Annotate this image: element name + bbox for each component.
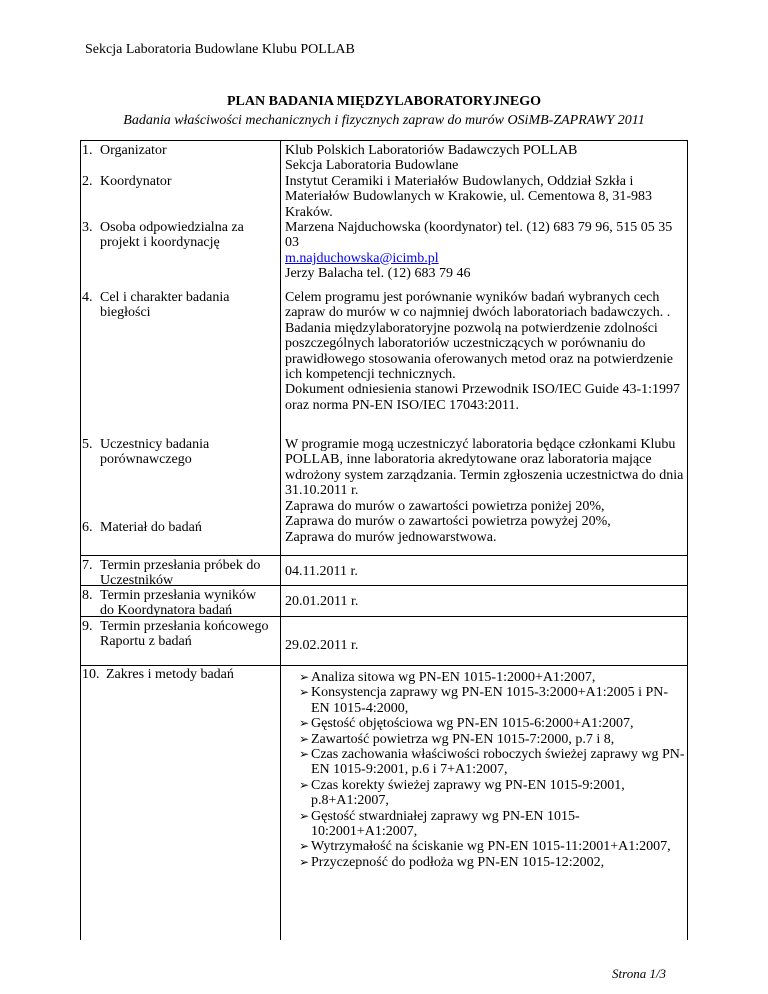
list-item: ➢ Zawartość powietrza wg PN-EN 1015-7:2000, p.7 i 8,	[285, 732, 685, 747]
list-item: ➢ Czas zachowania właściwości roboczych świeżej zaprawy wg PN-EN 1015-9:2001, p.6 i 7+A1:2007,	[285, 747, 685, 778]
plan-table	[80, 140, 688, 940]
arrow-bullet-icon: ➢	[299, 731, 310, 746]
table-border-right	[687, 140, 688, 940]
samples-date-value: 04.11.2011 r.	[285, 564, 358, 579]
report-date-value: 29.02.2011 r.	[285, 638, 359, 653]
row-label-material: 6. Materiał do badań	[82, 520, 202, 535]
table-border-middle	[280, 140, 281, 940]
row-label-report-date: 9. Termin przesłania końcowego Raportu z badań	[82, 619, 269, 650]
arrow-bullet-icon: ➢	[299, 839, 310, 854]
organizer-value: Klub Polskich Laboratoriów Badawczych POLLAB Sekcja Laboratoria Budowlane	[285, 143, 578, 174]
row-label-purpose: 4. Cel i charakter badania biegłości	[82, 290, 230, 321]
arrow-bullet-icon: ➢	[299, 716, 310, 731]
arrow-bullet-icon: ➢	[299, 670, 310, 684]
contact-email-link[interactable]: m.najduchowska@icimb.pl	[285, 250, 439, 266]
list-item: ➢ Analiza sitowa wg PN-EN 1015-1:2000+A1:2007,	[285, 670, 685, 685]
contact-value: Marzena Najduchowska (koordynator) tel. (12) 683 79 96, 515 05 35 03 m.najduchowska@icimb.pl Jerzy Balacha tel. (12) 683 79 46	[285, 220, 673, 282]
list-item: ➢ Konsystencja zaprawy wg PN-EN 1015-3:2000+A1:2005 i PN-EN 1015-4:2000,	[285, 685, 685, 716]
table-border-left	[80, 140, 81, 940]
page-subtitle: Badania właściwości mechanicznych i fizycznych zapraw do murów OSiMB-ZAPRAWY 2011	[123, 113, 645, 128]
row-divider	[80, 665, 688, 666]
arrow-bullet-icon: ➢	[299, 808, 310, 823]
material-value: Zaprawa do murów o zawartości powietrza poniżej 20%, Zaprawa do murów o zawartości powietrza powyżej 20%, Zaprawa do murów jednowarstwowa.	[285, 499, 611, 545]
arrow-bullet-icon: ➢	[299, 777, 310, 792]
list-item: ➢ Gęstość objętościowa wg PN-EN 1015-6:2000+A1:2007,	[285, 716, 685, 731]
arrow-bullet-icon: ➢	[299, 685, 310, 700]
participants-value: W programie mogą uczestniczyć laboratoria będące członkami Klubu POLLAB, inne laboratoria akredytowane oraz laboratoria mające wdrożony system zarządzania. Termin zgłoszenia uczestnictwa do dnia 31.10.2011 r.	[285, 437, 684, 499]
document-header: Sekcja Laboratoria Budowlane Klubu POLLAB	[85, 42, 355, 57]
list-item: ➢ Przyczepność do podłoża wg PN-EN 1015-12:2002,	[285, 855, 685, 870]
row-divider	[80, 555, 688, 556]
results-date-value: 20.01.2011 r.	[285, 594, 359, 609]
row-label-coordinator: 2. Koordynator	[82, 174, 172, 189]
list-item: ➢ Wytrzymałość na ściskanie wg PN-EN 1015-11:2001+A1:2007,	[285, 839, 685, 854]
table-border-top	[80, 140, 688, 141]
list-item: ➢ Czas korekty świeżej zaprawy wg PN-EN 1015-9:2001, p.8+A1:2007,	[285, 778, 685, 809]
row-label-results-date: 8. Termin przesłania wyników do Koordynatora badań	[82, 588, 257, 619]
page-title: PLAN BADANIA MIĘDZYLABORATORYJNEGO	[226, 94, 542, 109]
purpose-value: Celem programu jest porównanie wyników badań wybranych cech zapraw do murów w co najmniej dwóch laboratoriach badawczych. . Badania międzylaboratoryjne pozwolą na potwierdzenie zdolności poszczególnych laboratoriów uczestniczących w porównaniu do prawidłowego stosowania oferowanych metod oraz na potwierdzenie ich kompetencji technicznych. Dokument odniesienia stanowi Przewodnik ISO/IEC Guide 43-1:1997 oraz norma PN-EN ISO/IEC 17043:2011.	[285, 290, 681, 413]
row-label-participants: 5. Uczestnicy badania porównawczego	[82, 437, 210, 468]
row-label-methods: 10. Zakres i metody badań	[82, 667, 234, 682]
row-label-contact: 3. Osoba odpowiedzialna za projekt i koordynację	[82, 220, 244, 251]
list-item: ➢ Gęstość stwardniałej zaprawy wg PN-EN 1015-10:2001+A1:2007,	[285, 809, 685, 840]
coordinator-value: Instytut Ceramiki i Materiałów Budowlanych, Oddział Szkła i Materiałów Budowlanych w Krakowie, ul. Cementowa 8, 31-983 Kraków.	[285, 174, 653, 220]
row-label-samples-date: 7. Termin przesłania próbek do Uczestników	[82, 558, 261, 589]
row-label-organizer: 1. Organizator	[82, 143, 167, 158]
methods-list	[285, 670, 685, 870]
arrow-bullet-icon: ➢	[299, 747, 310, 762]
arrow-bullet-icon: ➢	[299, 854, 310, 869]
page-number: Strona 1/3	[612, 966, 667, 981]
